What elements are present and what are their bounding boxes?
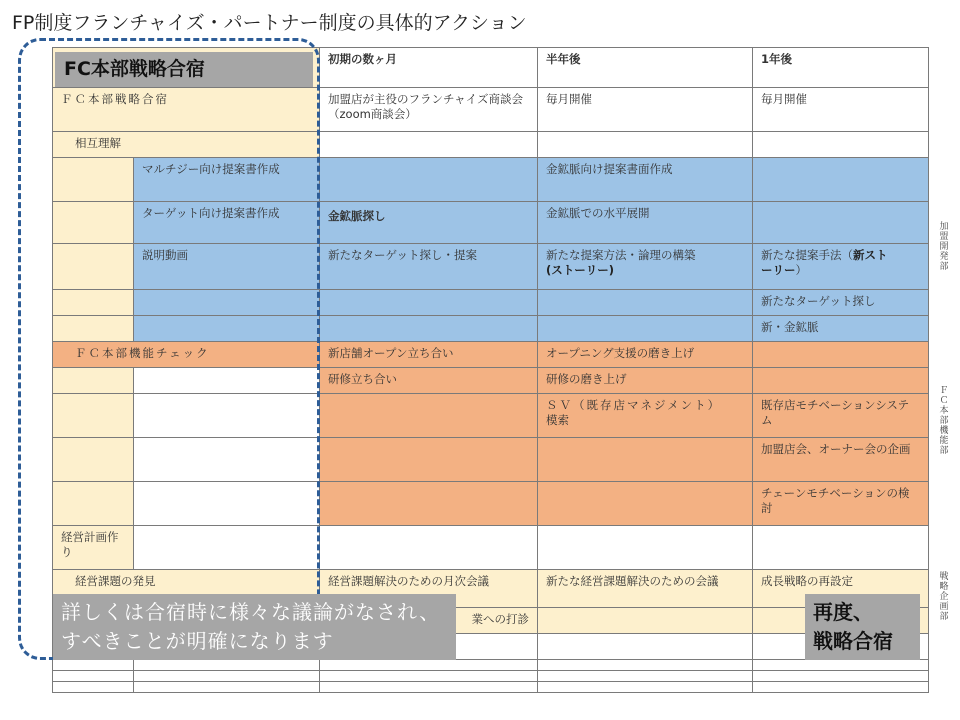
cell-empty bbox=[753, 368, 929, 394]
table-row bbox=[53, 316, 929, 342]
cell-new-logic bbox=[538, 244, 753, 290]
cell-goldmine-proposal: 金鉱脈向け提案書面作成 bbox=[538, 158, 753, 202]
cell-empty bbox=[134, 316, 320, 342]
cell-goldmine-expansion: 金鉱脈での水平展開 bbox=[538, 202, 753, 244]
strategy-camp-box: FC本部戦略合宿 bbox=[55, 52, 313, 87]
again-line-1: 再度、 bbox=[813, 600, 873, 624]
table-row bbox=[53, 88, 929, 132]
cell-empty bbox=[538, 438, 753, 482]
header-initial-months: 初期の数ヶ月 bbox=[320, 48, 538, 88]
cell-empty bbox=[53, 671, 134, 682]
cell-empty bbox=[320, 132, 538, 158]
row-label-video: 説明動画 bbox=[134, 244, 320, 290]
cell-empty bbox=[320, 682, 538, 693]
cell-empty bbox=[538, 316, 753, 342]
cell-new-target-proposal: 新たなターゲット探し・提案 bbox=[320, 244, 538, 290]
cell-indent bbox=[53, 202, 134, 244]
cell-empty bbox=[538, 634, 753, 660]
cell-empty bbox=[538, 660, 753, 671]
sv-mgmt-text: ＳＶ（既存店マネジメント） bbox=[546, 398, 722, 412]
cell-empty bbox=[134, 394, 320, 438]
cell-chain-motivation: チェーンモチベーションの検討 bbox=[753, 482, 929, 526]
cell-fc-meeting: 加盟店が主役のフランチャイズ商談会（zoom商談会） bbox=[320, 88, 538, 132]
table-row bbox=[53, 342, 929, 368]
cell-empty bbox=[320, 438, 538, 482]
cell-empty bbox=[538, 290, 753, 316]
cell-monthly-a: 毎月開催 bbox=[538, 88, 753, 132]
cell-empty bbox=[320, 158, 538, 202]
cell-indent bbox=[53, 394, 134, 438]
cell-empty bbox=[320, 290, 538, 316]
cell-owners-meeting: 加盟店会、オーナー会の企画 bbox=[753, 438, 929, 482]
side-label-development: 加盟開発部 bbox=[939, 222, 949, 272]
table-row bbox=[53, 132, 929, 158]
table-row bbox=[53, 660, 929, 671]
table-row bbox=[53, 368, 929, 394]
cell-empty bbox=[53, 682, 134, 693]
cell-empty bbox=[538, 132, 753, 158]
header-one-year: 1年後 bbox=[753, 48, 929, 88]
cell-empty bbox=[53, 660, 134, 671]
cell-indent bbox=[53, 482, 134, 526]
cell-empty bbox=[134, 526, 320, 570]
side-label-fc-function: ＦＣ本部機能部 bbox=[939, 386, 949, 456]
cell-empty bbox=[320, 394, 538, 438]
sv-explore-text: 模索 bbox=[546, 413, 569, 427]
row-label-target-proposal: ターゲット向け提案書作成 bbox=[134, 202, 320, 244]
cell-indent bbox=[53, 158, 134, 202]
side-label-strategy: 戦略企画部 bbox=[939, 572, 949, 622]
cell-motivation-system: 既存店モチベーションシステム bbox=[753, 394, 929, 438]
cell-sv-mgmt bbox=[538, 394, 753, 438]
cell-empty bbox=[134, 660, 320, 671]
cell-new-issue-meeting: 新たな経営課題解決のための会議 bbox=[538, 570, 753, 608]
cell-empty bbox=[320, 660, 538, 671]
cell-new-method bbox=[753, 244, 929, 290]
table-row bbox=[53, 438, 929, 482]
cell-empty bbox=[753, 682, 929, 693]
close-paren-text: ） bbox=[795, 263, 807, 277]
cell-empty bbox=[134, 290, 320, 316]
row-label-mutual: 相互理解 bbox=[53, 132, 320, 158]
row-label-fc-function: ＦＣ本部機能チェック bbox=[53, 342, 320, 368]
cell-empty bbox=[753, 671, 929, 682]
row-label-multi-proposal: マルチジー向け提案書作成 bbox=[134, 158, 320, 202]
again-camp-callout bbox=[805, 594, 920, 660]
table-row bbox=[53, 202, 929, 244]
cell-opening-attend: 新店舗オープン立ち合い bbox=[320, 342, 538, 368]
cell-training-polish: 研修の磨き上げ bbox=[538, 368, 753, 394]
table-row bbox=[53, 526, 929, 570]
cell-empty bbox=[538, 608, 753, 634]
story-text: (ストーリー) bbox=[546, 263, 615, 277]
slide-title: FP制度フランチャイズ・パートナー制度の具体的アクション bbox=[12, 12, 527, 34]
cell-empty bbox=[134, 671, 320, 682]
table-row bbox=[53, 482, 929, 526]
cell-empty bbox=[320, 316, 538, 342]
cell-empty bbox=[320, 526, 538, 570]
cell-indent bbox=[53, 316, 134, 342]
note-callout: 詳しくは合宿時に様々な議論がなされ、すべきことが明確になります bbox=[53, 594, 456, 660]
cell-empty bbox=[320, 671, 538, 682]
table-row bbox=[53, 682, 929, 693]
row-label-fc-camp: ＦＣ本部戦略合宿 bbox=[53, 88, 320, 132]
new-story-text-a: 新スト bbox=[853, 248, 888, 262]
cell-new-target-search: 新たなターゲット探し bbox=[753, 290, 929, 316]
cell-indent bbox=[53, 290, 134, 316]
cell-growth-strategy: 成長戦略の再設定 bbox=[753, 570, 929, 608]
new-method-text: 新たな提案手法（ bbox=[761, 248, 853, 262]
header-half-year: 半年後 bbox=[538, 48, 753, 88]
cell-empty bbox=[538, 682, 753, 693]
cell-indent bbox=[53, 244, 134, 290]
new-logic-text: 新たな提案方法・論理の構築 bbox=[546, 248, 696, 262]
cell-empty bbox=[134, 368, 320, 394]
table-row bbox=[53, 244, 929, 290]
cell-monthly-meeting: 経営課題解決のための月次会議 bbox=[320, 570, 538, 608]
cell-empty bbox=[753, 132, 929, 158]
cell-indent bbox=[53, 438, 134, 482]
cell-empty bbox=[134, 682, 320, 693]
cell-empty bbox=[753, 342, 929, 368]
cell-empty bbox=[753, 202, 929, 244]
cell-business-sounding: 業への打診 bbox=[320, 608, 538, 634]
cell-empty bbox=[134, 438, 320, 482]
cell-empty bbox=[753, 158, 929, 202]
table-row bbox=[53, 671, 929, 682]
again-line-2: 戦略合宿 bbox=[813, 629, 893, 653]
table-row bbox=[53, 290, 929, 316]
cell-empty bbox=[753, 660, 929, 671]
cell-empty bbox=[320, 482, 538, 526]
row-label-issue-discovery: 経営課題の発見 bbox=[53, 570, 320, 608]
row-label-business-plan: 経営計画作り bbox=[53, 526, 134, 570]
cell-new-goldmine: 新・金鉱脈 bbox=[753, 316, 929, 342]
cell-monthly-b: 毎月開催 bbox=[753, 88, 929, 132]
cell-empty bbox=[538, 482, 753, 526]
cell-empty bbox=[753, 526, 929, 570]
cell-empty bbox=[538, 526, 753, 570]
cell-empty bbox=[538, 671, 753, 682]
table-row bbox=[53, 394, 929, 438]
cell-training-attend: 研修立ち合い bbox=[320, 368, 538, 394]
new-story-text-b: ーリー bbox=[761, 263, 796, 277]
cell-opening-support: オープニング支援の磨き上げ bbox=[538, 342, 753, 368]
table-row bbox=[53, 158, 929, 202]
cell-empty bbox=[134, 482, 320, 526]
cell-goldmine-search: 金鉱脈探し bbox=[320, 202, 538, 244]
cell-indent bbox=[53, 368, 134, 394]
